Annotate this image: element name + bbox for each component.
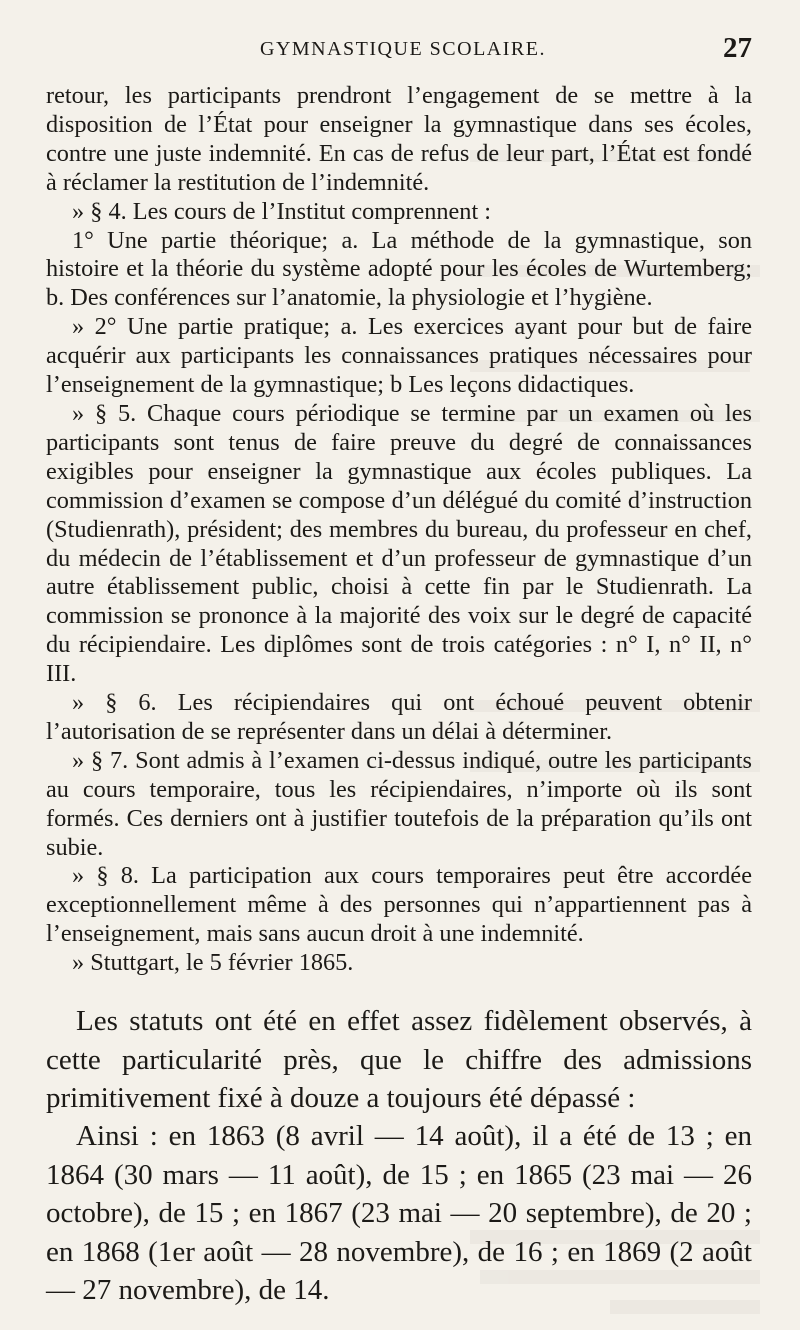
- commentary-text: [46, 1002, 752, 1309]
- paragraph-statuts-observes: Les statuts ont été en effet assez fidèlement observés, à cette particularité près, que le chiffre des admissions primitivement fixé à douze a toujours été dépassé :: [46, 1005, 752, 1114]
- paragraph-article-6: » § 6. Les récipiendaires qui ont échoué peuvent obtenir l’autorisation de se représenter dans un délai à déterminer.: [46, 689, 752, 745]
- running-title: GYMNASTIQUE SCOLAIRE.: [260, 38, 546, 60]
- page-number: 27: [723, 32, 752, 64]
- page-body: [46, 82, 752, 1309]
- paragraph-article-7: » § 7. Sont admis à l’examen ci-dessus indiqué, outre les participants au cours temporaire, tous les récipiendaires, n’importe où ils sont formés. Ces derniers ont à justifier toutefois de la préparation qu’ils ont subie.: [46, 746, 752, 861]
- paragraph-partie-pratique: » 2° Une partie pratique; a. Les exercices ayant pour but de faire acquérir aux participants les connaissances pratiques nécessaires pour l’enseignement de la gymnastique; b Les leçons didactiques.: [46, 313, 752, 399]
- paragraph-admissions-par-annee: Ainsi : en 1863 (8 avril — 14 août), il a été de 13 ; en 1864 (30 mars — 11 août), de 15 ; en 1865 (23 mai — 26 octobre), de 15 ; en 1867 (23 mai — 20 septembre), de 20 ; en 1868 (1er août — 28 novembre), de 16 ; en 1869 (2 août — 27 novembre), de 14.: [46, 1120, 752, 1306]
- paragraph-partie-theorique: 1° Une partie théorique; a. La méthode de la gymnastique, son histoire et la théorie du système adopté pour les écoles de Wurtemberg; b. Des conférences sur l’anatomie, la physiologie et l’hygiène.: [46, 226, 752, 312]
- paragraph-article-4: » § 4. Les cours de l’Institut comprennent :: [72, 197, 492, 225]
- paragraph-retour: retour, les participants prendront l’engagement de se mettre à la disposition de l’État pour enseigner la gymnastique dans ses écoles, contre une juste indemnité. En cas de refus de leur part, l’État est fondé à réclamer la restitution de l’indemnité.: [46, 82, 752, 196]
- paragraph-article-8: » § 8. La participation aux cours temporaires peut être accordée exceptionnellement même à des personnes qui n’appartiennent pas à l’enseignement, mais sans aucun droit à une indemnité.: [46, 862, 752, 948]
- statute-text: [46, 82, 752, 978]
- page-header: [48, 30, 754, 70]
- paragraph-article-5: » § 5. Chaque cours périodique se termine par un examen où les participants sont tenus de faire preuve du degré de connaissances exigibles pour enseigner la gymnastique aux écoles publiques. La commission d’examen se compose d’un délégué du comité d’instruction (Studienrath), président; des membres du bureau, du professeur en chef, du médecin de l’établissement et d’un professeur de gymnastique d’un autre établissement public, choisi à cette fin par le Studienrath. La commission se prononce à la majorité des voix sur le degré de capacité du récipiendaire. Les diplômes sont de trois catégories : n° I, n° II, n° III.: [46, 399, 752, 688]
- paragraph-signature-date: » Stuttgart, le 5 février 1865.: [72, 949, 354, 977]
